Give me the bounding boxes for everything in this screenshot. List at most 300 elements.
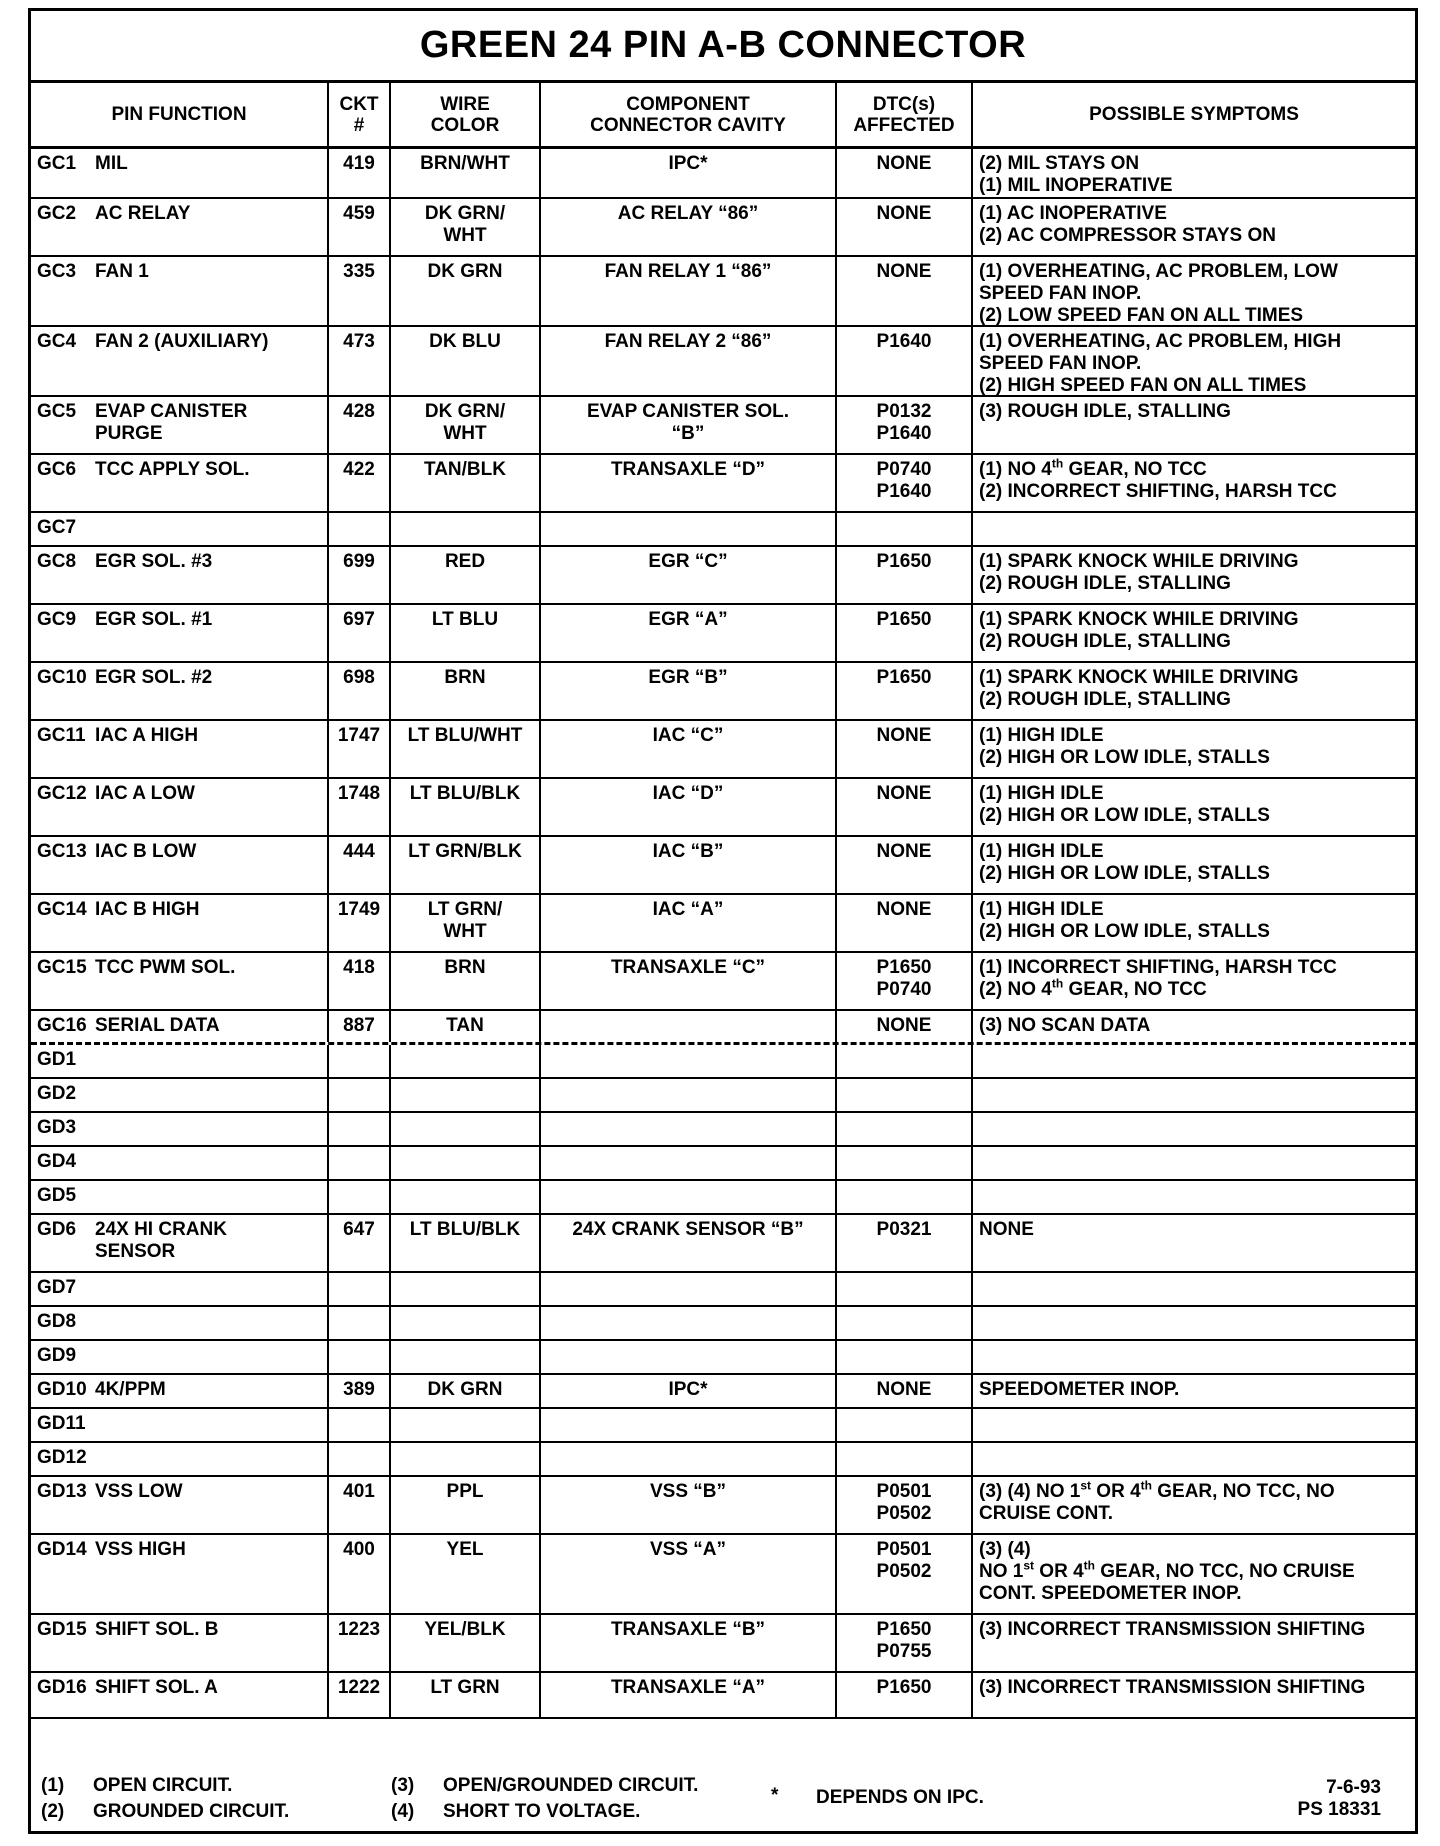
- pin-function-cell: [31, 1443, 327, 1475]
- pin-id: GD9: [37, 1345, 77, 1366]
- dtc-affected: P1650: [835, 547, 971, 603]
- pin-function: [95, 1185, 321, 1209]
- component-cavity: [539, 1307, 835, 1339]
- dtc-affected: NONE: [835, 721, 971, 777]
- wire-color: LT GRN: [389, 1673, 539, 1717]
- dtc-affected: [835, 1409, 971, 1441]
- circuit-number: 473: [327, 327, 389, 395]
- pin-function-cell: [31, 1615, 327, 1671]
- pin-function: SERIAL DATA: [95, 1015, 220, 1036]
- wire-color: BRN/WHT: [389, 149, 539, 197]
- possible-symptoms: (1) INCORRECT SHIFTING, HARSH TCC (2) NO 4th GEAR, NO TCC: [971, 953, 1415, 1009]
- wire-color: [389, 513, 539, 545]
- pin-id: GC5: [37, 401, 77, 422]
- pin-function-cell: [31, 1535, 327, 1613]
- pin-id: GC8: [37, 551, 77, 572]
- table-row: [31, 513, 1415, 547]
- pin-function: [95, 1447, 321, 1471]
- dtc-affected: P0740 P1640: [835, 455, 971, 511]
- table-row: [31, 1011, 1415, 1045]
- component-cavity: [539, 513, 835, 545]
- pin-function-cell: [31, 953, 327, 1009]
- header-symptoms: POSSIBLE SYMPTOMS: [971, 83, 1415, 146]
- component-cavity: TRANSAXLE “C”: [539, 953, 835, 1009]
- wire-color: LT BLU/WHT: [389, 721, 539, 777]
- pin-function: IAC B LOW: [95, 841, 197, 862]
- possible-symptoms: [971, 1273, 1415, 1305]
- circuit-number: [327, 1045, 389, 1077]
- pin-function-cell: [31, 1113, 327, 1145]
- pin-function-cell: [31, 199, 327, 255]
- possible-symptoms: [971, 513, 1415, 545]
- component-cavity: IAC “C”: [539, 721, 835, 777]
- dtc-affected: NONE: [835, 257, 971, 325]
- component-cavity: TRANSAXLE “D”: [539, 455, 835, 511]
- table-row: [31, 149, 1415, 199]
- possible-symptoms: (1) OVERHEATING, AC PROBLEM, LOW SPEED FAN INOP. (2) LOW SPEED FAN ON ALL TIMES: [971, 257, 1415, 325]
- dtc-affected: P1650: [835, 605, 971, 661]
- header-dtc: DTC(s) AFFECTED: [835, 83, 971, 146]
- possible-symptoms: [971, 1045, 1415, 1077]
- pin-function: IAC A HIGH: [95, 725, 199, 746]
- table-row: [31, 1113, 1415, 1147]
- component-cavity: [539, 1273, 835, 1305]
- wire-color: [389, 1181, 539, 1213]
- pin-id: GC4: [37, 331, 77, 352]
- pin-function: MIL: [95, 153, 128, 174]
- circuit-number: 418: [327, 953, 389, 1009]
- component-cavity: EGR “C”: [539, 547, 835, 603]
- circuit-number: 1748: [327, 779, 389, 835]
- dtc-affected: P1650 P0740: [835, 953, 971, 1009]
- dtc-affected: P1650: [835, 663, 971, 719]
- wire-color: [389, 1113, 539, 1145]
- possible-symptoms: [971, 1409, 1415, 1441]
- dtc-affected: NONE: [835, 779, 971, 835]
- circuit-number: [327, 1409, 389, 1441]
- circuit-number: 699: [327, 547, 389, 603]
- dtc-affected: P0501 P0502: [835, 1535, 971, 1613]
- dtc-affected: NONE: [835, 199, 971, 255]
- header-pin-function: PIN FUNCTION: [111, 104, 247, 125]
- pin-function-cell: [31, 605, 327, 661]
- circuit-number: 422: [327, 455, 389, 511]
- pin-function-cell: [31, 779, 327, 835]
- pin-function: [95, 1083, 321, 1107]
- wire-color: DK GRN/ WHT: [389, 397, 539, 453]
- pin-id: GC12: [37, 783, 87, 804]
- dtc-affected: [835, 1045, 971, 1077]
- pin-id: GD3: [37, 1117, 77, 1138]
- pin-id: GD11: [37, 1413, 86, 1434]
- table-row: [31, 1673, 1415, 1719]
- pin-function: VSS LOW: [95, 1481, 183, 1502]
- pin-id: GD6: [37, 1219, 77, 1240]
- circuit-number: [327, 1307, 389, 1339]
- pin-id: GD14: [37, 1539, 87, 1560]
- wire-color: DK GRN: [389, 1375, 539, 1407]
- circuit-number: 400: [327, 1535, 389, 1613]
- revision-date: 7-6-93: [1326, 1777, 1381, 1798]
- dtc-affected: NONE: [835, 149, 971, 197]
- possible-symptoms: (1) HIGH IDLE (2) HIGH OR LOW IDLE, STALLS: [971, 837, 1415, 893]
- possible-symptoms: (3) (4) NO 1st OR 4th GEAR, NO TCC, NO CRUISE CONT. SPEEDOMETER INOP.: [971, 1535, 1415, 1613]
- possible-symptoms: [971, 1079, 1415, 1111]
- table-row: [31, 1535, 1415, 1615]
- pin-function: [95, 1413, 321, 1437]
- table-row: [31, 1045, 1415, 1079]
- table-row: [31, 663, 1415, 721]
- table-row: [31, 397, 1415, 455]
- possible-symptoms: (3) NO SCAN DATA: [971, 1011, 1415, 1042]
- pin-id: GD16: [37, 1677, 87, 1698]
- dtc-affected: [835, 1113, 971, 1145]
- wire-color: DK GRN: [389, 257, 539, 325]
- pin-id: GD1: [37, 1049, 77, 1070]
- pin-function-cell: [31, 837, 327, 893]
- wire-color: LT BLU/BLK: [389, 1215, 539, 1271]
- wire-color: PPL: [389, 1477, 539, 1533]
- component-cavity: EGR “B”: [539, 663, 835, 719]
- dtc-affected: P0132 P1640: [835, 397, 971, 453]
- pin-function-cell: [31, 1341, 327, 1373]
- pin-function: AC RELAY: [95, 203, 191, 224]
- wire-color: TAN: [389, 1011, 539, 1042]
- note-2-number: (2): [41, 1801, 65, 1822]
- circuit-number: 428: [327, 397, 389, 453]
- pin-id: GC2: [37, 203, 77, 224]
- dtc-affected: NONE: [835, 1375, 971, 1407]
- component-cavity: 24X CRANK SENSOR “B”: [539, 1215, 835, 1271]
- circuit-number: [327, 1341, 389, 1373]
- possible-symptoms: [971, 1147, 1415, 1179]
- circuit-number: 697: [327, 605, 389, 661]
- pin-function: 4K/PPM: [95, 1379, 166, 1400]
- note-4-text: SHORT TO VOLTAGE.: [443, 1801, 641, 1822]
- circuit-number: 401: [327, 1477, 389, 1533]
- pin-id: GD2: [37, 1083, 77, 1104]
- table-row: [31, 1477, 1415, 1535]
- pin-function-cell: [31, 1181, 327, 1213]
- pin-function-cell: [31, 1011, 327, 1042]
- pin-id: GD4: [37, 1151, 77, 1172]
- component-cavity: [539, 1011, 835, 1042]
- circuit-number: [327, 1147, 389, 1179]
- pin-function-cell: [31, 1477, 327, 1533]
- possible-symptoms: (1) SPARK KNOCK WHILE DRIVING (2) ROUGH IDLE, STALLING: [971, 663, 1415, 719]
- header-ckt: CKT #: [327, 83, 389, 146]
- wire-color: [389, 1079, 539, 1111]
- circuit-number: 1222: [327, 1673, 389, 1717]
- dtc-affected: NONE: [835, 895, 971, 951]
- pin-function-cell: [31, 257, 327, 325]
- pin-function-cell: [31, 895, 327, 951]
- wire-color: YEL: [389, 1535, 539, 1613]
- pin-function-cell: [31, 1147, 327, 1179]
- pin-id: GD7: [37, 1277, 77, 1298]
- pin-function-cell: [31, 1673, 327, 1717]
- pin-function: FAN 1: [95, 261, 149, 282]
- pin-function-cell: [31, 327, 327, 395]
- connector-sheet: [28, 8, 1418, 1834]
- wire-color: [389, 1045, 539, 1077]
- component-cavity: EGR “A”: [539, 605, 835, 661]
- component-cavity: VSS “A”: [539, 1535, 835, 1613]
- pin-function-cell: [31, 547, 327, 603]
- note-star: *: [771, 1785, 779, 1806]
- wire-color: [389, 1443, 539, 1475]
- pin-function: VSS HIGH: [95, 1539, 186, 1560]
- circuit-number: 335: [327, 257, 389, 325]
- possible-symptoms: (3) ROUGH IDLE, STALLING: [971, 397, 1415, 453]
- component-cavity: VSS “B”: [539, 1477, 835, 1533]
- pin-function: EVAP CANISTER PURGE: [95, 401, 248, 444]
- pin-id: GC16: [37, 1015, 87, 1036]
- table-row: [31, 1273, 1415, 1307]
- wire-color: [389, 1341, 539, 1373]
- component-cavity: IAC “A”: [539, 895, 835, 951]
- circuit-number: 1747: [327, 721, 389, 777]
- circuit-number: [327, 513, 389, 545]
- pin-id: GD8: [37, 1311, 77, 1332]
- pin-function-cell: [31, 1079, 327, 1111]
- pin-function: EGR SOL. #3: [95, 551, 213, 572]
- pin-id: GD15: [37, 1619, 87, 1640]
- dtc-affected: NONE: [835, 1011, 971, 1042]
- component-cavity: [539, 1147, 835, 1179]
- dtc-affected: NONE: [835, 837, 971, 893]
- wire-color: BRN: [389, 953, 539, 1009]
- table-row: [31, 953, 1415, 1011]
- pin-function: SHIFT SOL. B: [95, 1619, 219, 1640]
- pin-function-cell: [31, 1307, 327, 1339]
- component-cavity: FAN RELAY 1 “86”: [539, 257, 835, 325]
- circuit-number: [327, 1181, 389, 1213]
- possible-symptoms: (1) NO 4th GEAR, NO TCC (2) INCORRECT SHIFTING, HARSH TCC: [971, 455, 1415, 511]
- pin-function: [95, 1151, 321, 1175]
- circuit-number: 1749: [327, 895, 389, 951]
- pin-id: GC14: [37, 899, 87, 920]
- circuit-number: [327, 1443, 389, 1475]
- circuit-number: 444: [327, 837, 389, 893]
- pin-function: EGR SOL. #1: [95, 609, 213, 630]
- component-cavity: IPC*: [539, 1375, 835, 1407]
- table-row: [31, 455, 1415, 513]
- wire-color: YEL/BLK: [389, 1615, 539, 1671]
- dtc-affected: [835, 1147, 971, 1179]
- dtc-affected: P1650: [835, 1673, 971, 1717]
- component-cavity: [539, 1443, 835, 1475]
- dtc-affected: P0321: [835, 1215, 971, 1271]
- dtc-affected: [835, 1079, 971, 1111]
- pin-function-cell: [31, 513, 327, 545]
- pin-id: GC11: [37, 725, 86, 746]
- circuit-number: 1223: [327, 1615, 389, 1671]
- dtc-affected: P1650 P0755: [835, 1615, 971, 1671]
- table-row: [31, 547, 1415, 605]
- pin-function: IAC A LOW: [95, 783, 195, 804]
- circuit-number: [327, 1273, 389, 1305]
- pin-function: [95, 1311, 321, 1335]
- table-row: [31, 1181, 1415, 1215]
- note-3-text: OPEN/GROUNDED CIRCUIT.: [443, 1775, 699, 1796]
- header-component: COMPONENT CONNECTOR CAVITY: [539, 83, 835, 146]
- wire-color: [389, 1409, 539, 1441]
- wire-color: [389, 1273, 539, 1305]
- table-row: [31, 1375, 1415, 1409]
- pin-function: EGR SOL. #2: [95, 667, 213, 688]
- possible-symptoms: NONE: [971, 1215, 1415, 1271]
- pin-function: TCC PWM SOL.: [95, 957, 236, 978]
- component-cavity: [539, 1409, 835, 1441]
- possible-symptoms: (1) SPARK KNOCK WHILE DRIVING (2) ROUGH IDLE, STALLING: [971, 547, 1415, 603]
- circuit-number: 459: [327, 199, 389, 255]
- pin-function: [95, 1345, 321, 1369]
- pin-function-cell: [31, 663, 327, 719]
- note-4-number: (4): [391, 1801, 415, 1822]
- possible-symptoms: [971, 1181, 1415, 1213]
- component-cavity: TRANSAXLE “B”: [539, 1615, 835, 1671]
- table-row: [31, 1147, 1415, 1181]
- pin-function-cell: [31, 1409, 327, 1441]
- possible-symptoms: (3) INCORRECT TRANSMISSION SHIFTING: [971, 1673, 1415, 1717]
- pin-function-cell: [31, 1273, 327, 1305]
- footer-notes: [31, 1773, 1415, 1831]
- wire-color: LT GRN/ WHT: [389, 895, 539, 951]
- component-cavity: AC RELAY “86”: [539, 199, 835, 255]
- note-3-number: (3): [391, 1775, 415, 1796]
- table-row: [31, 199, 1415, 257]
- wire-color: DK BLU: [389, 327, 539, 395]
- pin-id: GC9: [37, 609, 77, 630]
- pin-id: GC3: [37, 261, 77, 282]
- pin-function: [95, 517, 321, 541]
- possible-symptoms: [971, 1443, 1415, 1475]
- possible-symptoms: (3) (4) NO 1st OR 4th GEAR, NO TCC, NO CRUISE CONT.: [971, 1477, 1415, 1533]
- note-star-text: DEPENDS ON IPC.: [816, 1787, 984, 1808]
- table-row: [31, 1341, 1415, 1375]
- component-cavity: [539, 1079, 835, 1111]
- pin-function: [95, 1277, 321, 1301]
- component-cavity: IAC “D”: [539, 779, 835, 835]
- pin-function-cell: [31, 1375, 327, 1407]
- possible-symptoms: (1) HIGH IDLE (2) HIGH OR LOW IDLE, STALLS: [971, 895, 1415, 951]
- pin-function-cell: [31, 149, 327, 197]
- table-row: [31, 779, 1415, 837]
- table-row: [31, 1443, 1415, 1477]
- table-row: [31, 605, 1415, 663]
- pin-function: 24X HI CRANK SENSOR: [95, 1219, 227, 1262]
- pin-function: IAC B HIGH: [95, 899, 200, 920]
- component-cavity: [539, 1045, 835, 1077]
- possible-symptoms: (3) INCORRECT TRANSMISSION SHIFTING: [971, 1615, 1415, 1671]
- circuit-number: [327, 1079, 389, 1111]
- circuit-number: 698: [327, 663, 389, 719]
- table-row: [31, 257, 1415, 327]
- pin-function: [95, 1049, 321, 1073]
- pin-function-cell: [31, 721, 327, 777]
- component-cavity: EVAP CANISTER SOL. “B”: [539, 397, 835, 453]
- dtc-affected: P0501 P0502: [835, 1477, 971, 1533]
- dtc-affected: [835, 1443, 971, 1475]
- wire-color: LT BLU: [389, 605, 539, 661]
- possible-symptoms: (2) MIL STAYS ON (1) MIL INOPERATIVE: [971, 149, 1415, 197]
- table-row: [31, 1215, 1415, 1273]
- document-number: PS 18331: [1297, 1799, 1381, 1820]
- dtc-affected: [835, 1181, 971, 1213]
- pin-function-cell: [31, 455, 327, 511]
- dtc-affected: [835, 1273, 971, 1305]
- possible-symptoms: (1) OVERHEATING, AC PROBLEM, HIGH SPEED FAN INOP. (2) HIGH SPEED FAN ON ALL TIMES: [971, 327, 1415, 395]
- circuit-number: 887: [327, 1011, 389, 1042]
- table-row: [31, 721, 1415, 779]
- pin-function-cell: [31, 1215, 327, 1271]
- pin-id: GC1: [37, 153, 77, 174]
- pin-function: [95, 1117, 321, 1141]
- header-wire-color: WIRE COLOR: [389, 83, 539, 146]
- note-1-text: OPEN CIRCUIT.: [93, 1775, 233, 1796]
- wire-color: LT GRN/BLK: [389, 837, 539, 893]
- pin-function-cell: [31, 1045, 327, 1077]
- circuit-number: [327, 1113, 389, 1145]
- table-row: [31, 837, 1415, 895]
- component-cavity: [539, 1341, 835, 1373]
- wire-color: LT BLU/BLK: [389, 779, 539, 835]
- component-cavity: [539, 1113, 835, 1145]
- component-cavity: FAN RELAY 2 “86”: [539, 327, 835, 395]
- pin-function-cell: [31, 397, 327, 453]
- circuit-number: 647: [327, 1215, 389, 1271]
- pin-id: GD5: [37, 1185, 77, 1206]
- pin-id: GC7: [37, 517, 77, 538]
- pin-id: GD10: [37, 1379, 87, 1400]
- pin-function: FAN 2 (AUXILIARY): [95, 331, 269, 352]
- table-row: [31, 1409, 1415, 1443]
- possible-symptoms: [971, 1113, 1415, 1145]
- circuit-number: 419: [327, 149, 389, 197]
- wire-color: DK GRN/ WHT: [389, 199, 539, 255]
- dtc-affected: [835, 513, 971, 545]
- possible-symptoms: [971, 1341, 1415, 1373]
- dtc-affected: P1640: [835, 327, 971, 395]
- dtc-affected: [835, 1341, 971, 1373]
- possible-symptoms: (1) HIGH IDLE (2) HIGH OR LOW IDLE, STALLS: [971, 721, 1415, 777]
- possible-symptoms: (1) HIGH IDLE (2) HIGH OR LOW IDLE, STALLS: [971, 779, 1415, 835]
- possible-symptoms: (1) AC INOPERATIVE (2) AC COMPRESSOR STAYS ON: [971, 199, 1415, 255]
- wire-color: TAN/BLK: [389, 455, 539, 511]
- possible-symptoms: (1) SPARK KNOCK WHILE DRIVING (2) ROUGH IDLE, STALLING: [971, 605, 1415, 661]
- page-title: GREEN 24 PIN A-B CONNECTOR: [31, 11, 1415, 83]
- pin-id: GC13: [37, 841, 87, 862]
- table-row: [31, 1307, 1415, 1341]
- component-cavity: [539, 1181, 835, 1213]
- table-row: [31, 1615, 1415, 1673]
- pin-id: GC10: [37, 667, 87, 688]
- table-row: [31, 327, 1415, 397]
- circuit-number: 389: [327, 1375, 389, 1407]
- wire-color: RED: [389, 547, 539, 603]
- table-row: [31, 895, 1415, 953]
- wire-color: [389, 1307, 539, 1339]
- wire-color: BRN: [389, 663, 539, 719]
- pin-function: SHIFT SOL. A: [95, 1677, 218, 1698]
- component-cavity: IPC*: [539, 149, 835, 197]
- table-header: [31, 83, 1415, 149]
- pin-id: GD12: [37, 1447, 87, 1468]
- pin-id: GD13: [37, 1481, 87, 1502]
- possible-symptoms: SPEEDOMETER INOP.: [971, 1375, 1415, 1407]
- pin-id: GC6: [37, 459, 77, 480]
